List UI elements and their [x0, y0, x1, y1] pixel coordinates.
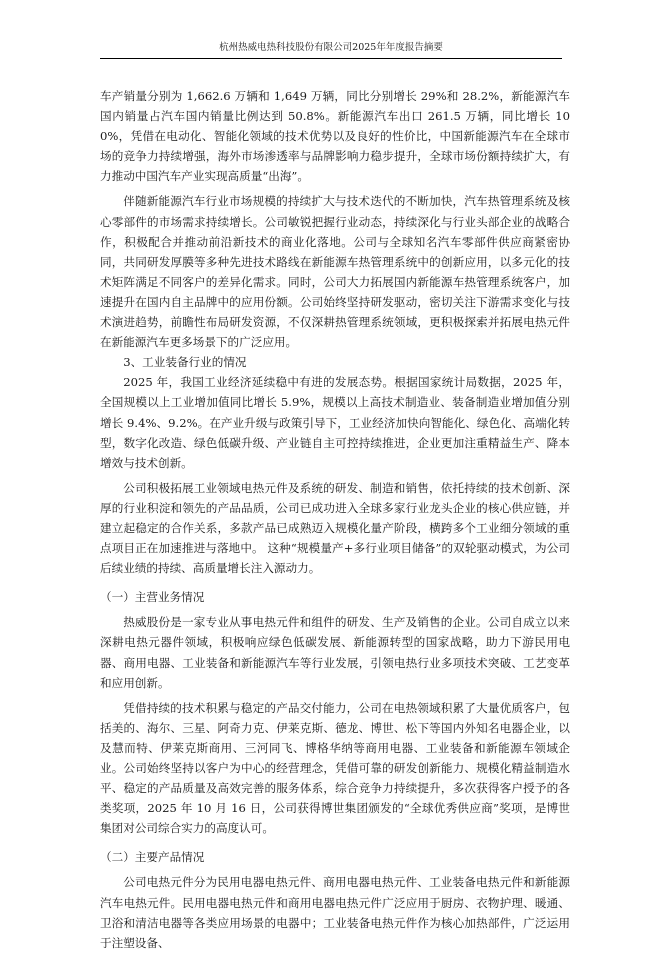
paragraph-nev-thermal-management: 伴随新能源汽车行业市场规模的持续扩大与技术迭代的不断加快，汽车热管理系统及核心零部件的市场需求持续增长。公司敏锐把握行业动态，持续深化与行业头部企业的战略合作，积极配合并推动前沿新技术的商业化落地。公司与全球知名汽车零部件供应商紧密协同，共同研发厚膜等多种先进技术路线在新能源车热管理系统中的创新应用，以多元化的技术矩阵满足不同客户的差异化需求。同时，公司大力拓展国内新能源车热管理系统客户，加速提升在国内自主品牌中的应用份额。公司始终坚持研发驱动，密切关注下游需求变化与技术演进趋势，前瞻性布局研发资源，不仅深耕热管理系统领域，更积极探索并拓展电热元件在新能源汽车更多场景下的广泛应用。: [100, 194, 570, 350]
header-title: 杭州热威电热科技股份有限公司2025年年度报告摘要: [219, 42, 443, 53]
paragraph-customers: 凭借持续的技术积累与稳定的产品交付能力，公司在电热领域积累了大量优质客户，包括美的、海尔、三星、阿奇力克、伊莱克斯、德龙、博世、松下等国内外知名电器企业，以及慧而特、伊莱克斯商用、三河同飞、博格华纳等商用电器、工业装备和新能源车领域企业。公司始终坚持以客户为中心的经营理念，凭借可靠的研发创新能力、规模化精益制造水平、稳定的产品质量及高效完善的服务体系，综合竞争力持续提升，多次获得客户授予的各类奖项，2025 年 10 月 16 日，公司获得博世集团颁发的“全球优秀供应商”奖项，是博世集团对公司综合实力的高度认可。: [100, 700, 570, 836]
heading-industrial-equipment: 3、工业装备行业的情况: [123, 355, 247, 370]
paragraph-company-intro: 热威股份是一家专业从事电热元件和组件的研发、生产及销售的企业。公司自成立以来深耕电热元器件领域，积极响应绿色低碳发展、新能源转型的国家战略，助力下游民用电器、商用电器、工业装备和新能源汽车等行业发展，引领电热行业多项技术突破、工艺变革和应用创新。: [100, 615, 570, 690]
paragraph-industrial-economy: 2025 年，我国工业经济延续稳中有进的发展态势。根据国家统计局数据，2025 年，全国规模以上工业增加值同比增长 5.9%，规模以上高技术制造业、装备制造业增加值分别增长 9.4%、9.2%。在产业升级与政策引导下，工业经济加快向智能化、绿色化、高端化转型，数字化改造、绿色低碳升级、产业链自主可控持续推进，企业更加注重精益生产、降本增效与技术创新。: [100, 375, 570, 470]
paragraph-products: 公司电热元件分为民用电器电热元件、商用电器电热元件、工业装备电热元件和新能源汽车电热元件。民用电器电热元件和商用电器电热元件广泛应用于厨房、衣物护理、暖通、卫浴和清洁电器等各类应用场景的电器中；工业装备电热元件作为核心加热部件，广泛运用于注塑设备、: [100, 875, 570, 950]
section-heading-main-products: （二）主要产品情况: [100, 850, 205, 865]
page-header: [100, 40, 562, 59]
paragraph-nev-sales: 车产销量分别为 1,662.6 万辆和 1,649 万辆，同比分别增长 29%和 28.2%，新能源汽车国内销量占汽车国内销量比例达到 50.8%。新能源汽车出口 261.5 万辆，同比增长 100%，凭借在电动化、智能化领域的技术优势以及良好的性价比，中国新能源汽车在全球市场的竞争力持续增强，海外市场渗透率与品牌影响力稳步提升，全球市场份额持续扩大，有力推动中国汽车产业实现高质量“出海”。: [100, 89, 570, 184]
document-body: [100, 86, 570, 953]
paragraph-industrial-business: 公司积极拓展工业领域电热元件及系统的研发、制造和销售，依托持续的技术创新、深厚的行业积淀和领先的产品品质，公司已成功进入全球多家行业龙头企业的核心供应链，并建立起稳定的合作关系，多款产品已成熟迈入规模化量产阶段，横跨多个工业细分领域的重点项目正在加速推进与落地中。 这种“规模量产+多行业项目储备”的双轮驱动模式，为公司后续业绩的持续、高质量增长注入源动力。: [100, 480, 570, 576]
section-heading-main-business: （一）主营业务情况: [100, 590, 205, 605]
